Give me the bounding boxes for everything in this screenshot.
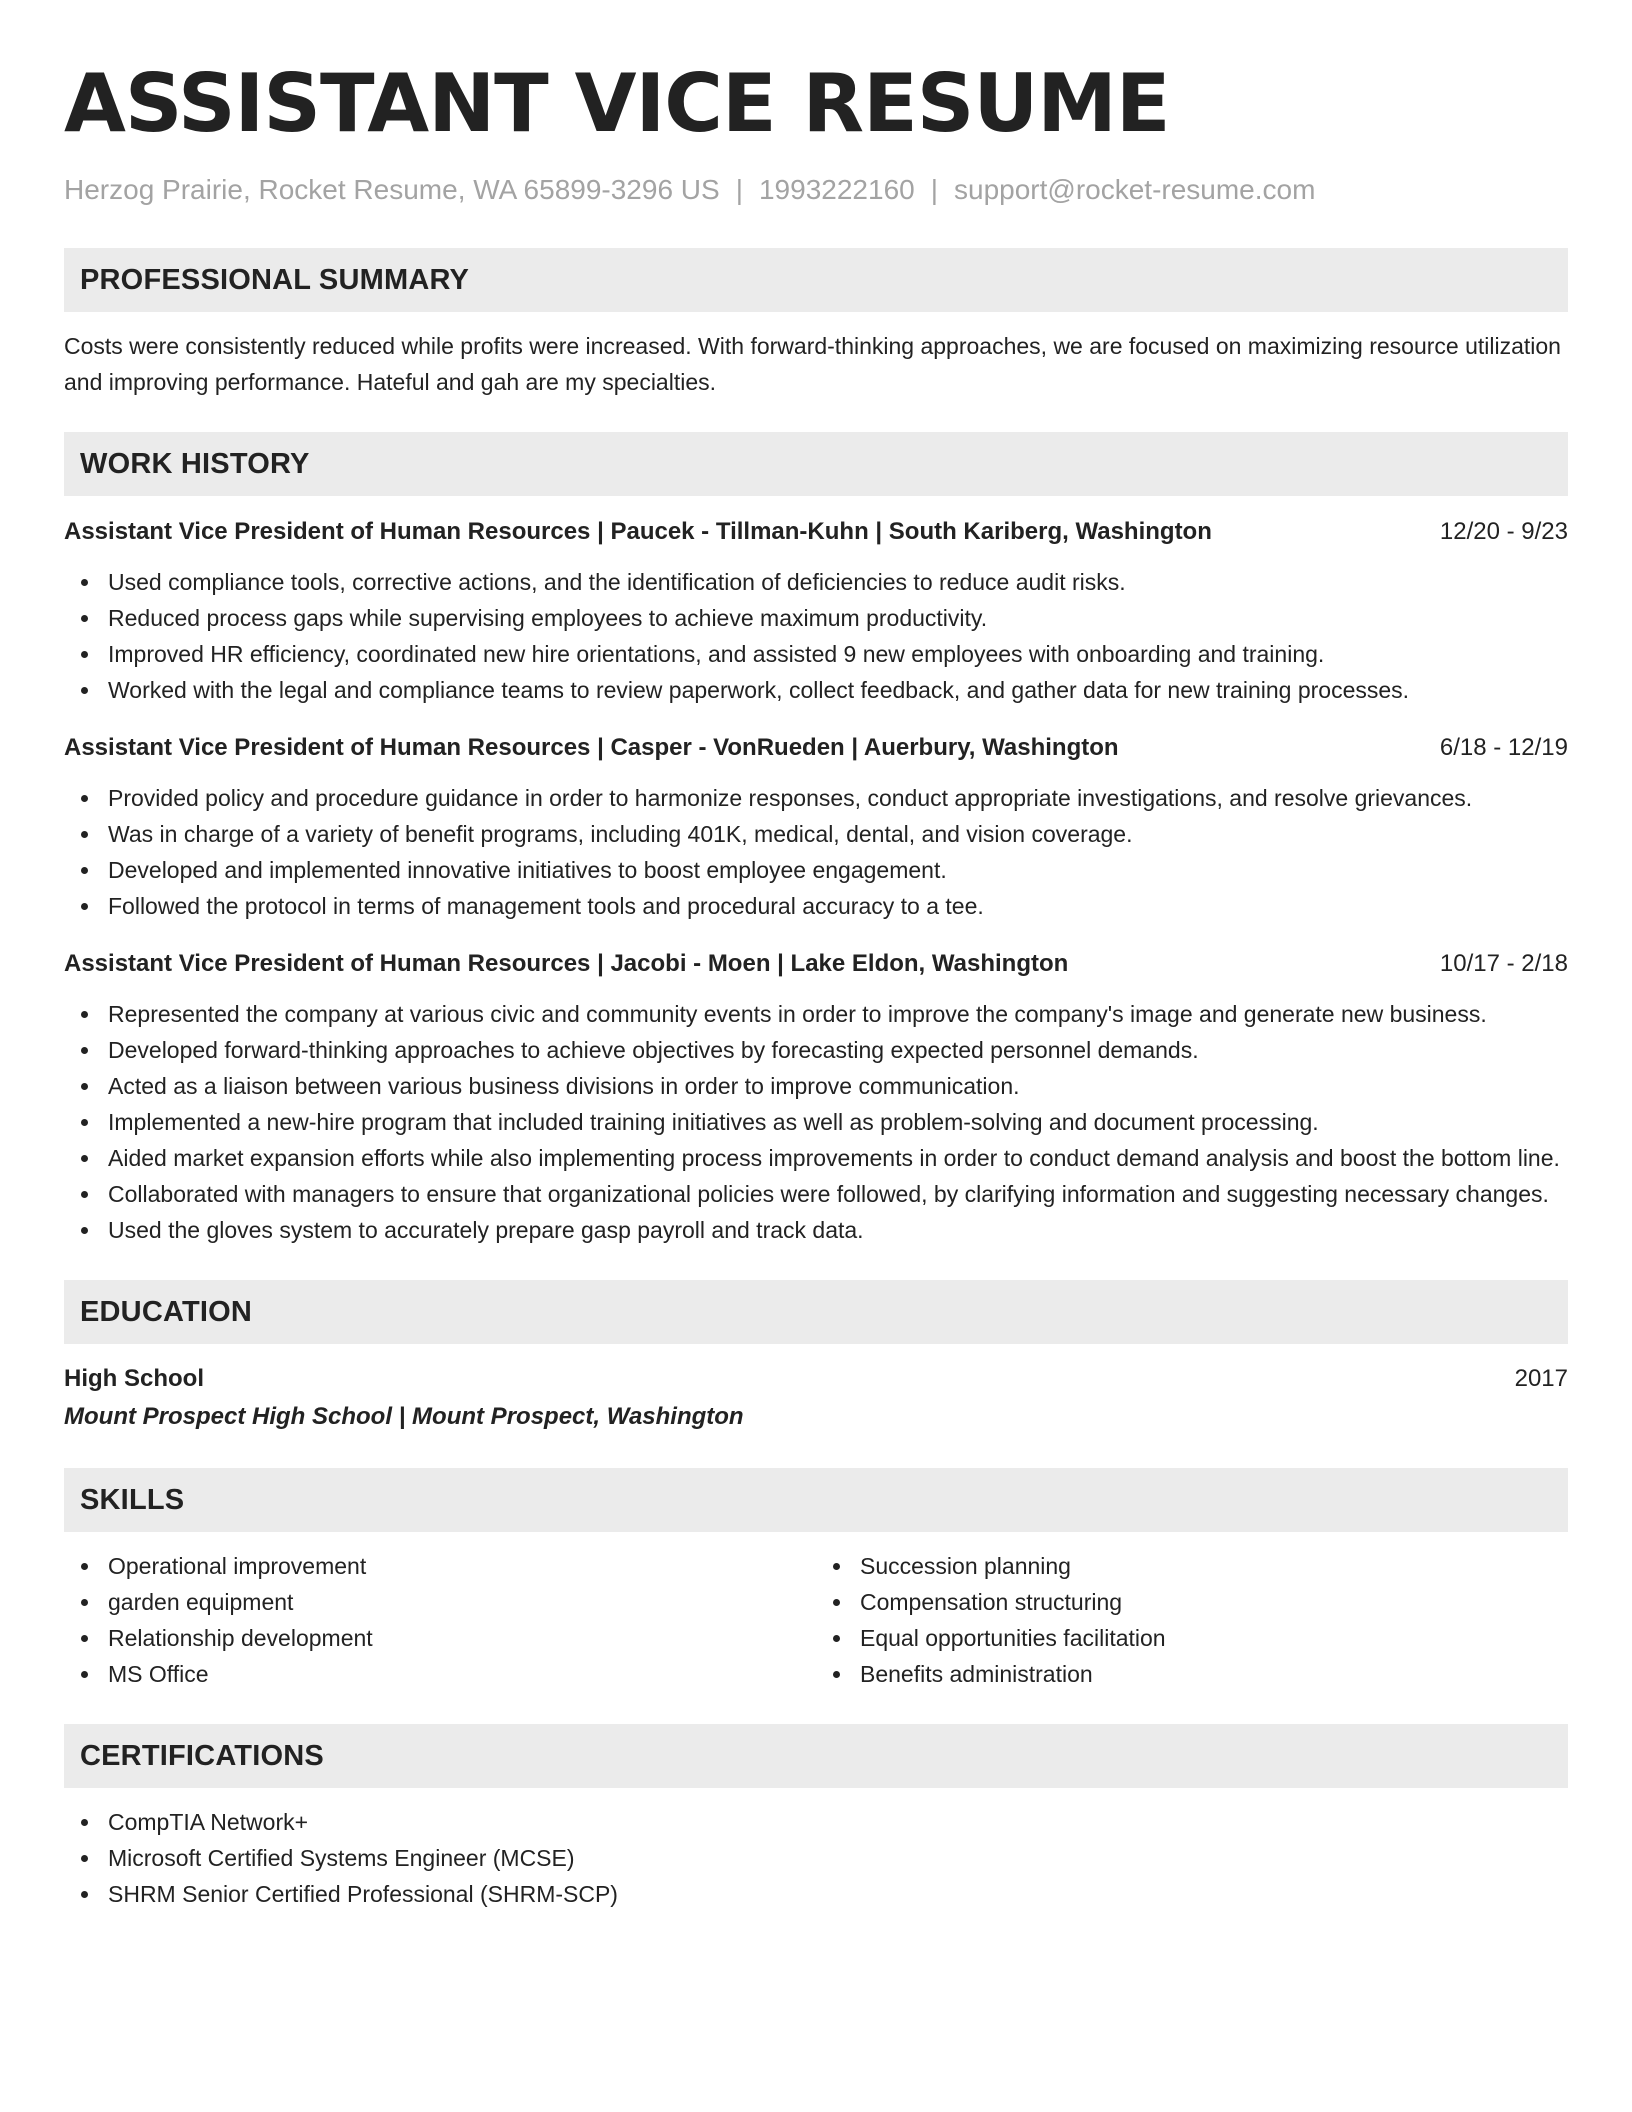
list-item: Succession planning (816, 1548, 1568, 1584)
list-item: Was in charge of a variety of benefit programs, including 401K, medical, dental, and vision coverage. (64, 816, 1568, 852)
address: Herzog Prairie, Rocket Resume, WA 65899-3296 US (64, 174, 720, 205)
job-entry (64, 946, 1568, 1248)
list-item: CompTIA Network+ (64, 1804, 1568, 1840)
list-item: Provided policy and procedure guidance in order to harmonize responses, conduct appropriate investigations, and resolve grievances. (64, 780, 1568, 816)
list-item: Used the gloves system to accurately prepare gasp payroll and track data. (64, 1212, 1568, 1248)
certifications-list (64, 1804, 1568, 1912)
section-title: EDUCATION (80, 1295, 253, 1328)
list-item: Relationship development (64, 1620, 816, 1656)
job-entry (64, 730, 1568, 924)
degree: High School (64, 1365, 204, 1392)
job-title: Assistant Vice President of Human Resources | Casper - VonRueden | Auerbury, Washington (64, 734, 1119, 761)
job-dates: 10/17 - 2/18 (1439, 950, 1568, 977)
job-bullets (64, 780, 1568, 924)
list-item: Reduced process gaps while supervising employees to achieve maximum productivity. (64, 600, 1568, 636)
list-item: Equal opportunities facilitation (816, 1620, 1568, 1656)
job-header (64, 514, 1568, 550)
section-header-work-history (64, 432, 1568, 496)
skills-grid (64, 1548, 1568, 1692)
job-dates: 6/18 - 12/19 (1439, 734, 1568, 761)
skills-column-right (816, 1548, 1568, 1692)
list-item: Developed forward-thinking approaches to achieve objectives by forecasting expected personnel demands. (64, 1032, 1568, 1068)
list-item: Represented the company at various civic and community events in order to improve the company's image and generate new business. (64, 996, 1568, 1032)
resume-title: ASSISTANT VICE RESUME (64, 57, 1170, 150)
job-dates: 12/20 - 9/23 (1439, 518, 1568, 545)
list-item: garden equipment (64, 1584, 816, 1620)
section-header-summary (64, 248, 1568, 312)
list-item: Used compliance tools, corrective actions, and the identification of deficiencies to reduce audit risks. (64, 564, 1568, 600)
list-item: Worked with the legal and compliance teams to review paperwork, collect feedback, and gather data for new training processes. (64, 672, 1568, 708)
education-header (64, 1360, 1568, 1398)
graduation-year: 2017 (1514, 1365, 1568, 1392)
job-title: Assistant Vice President of Human Resources | Paucek - Tillman-Kuhn | South Kariberg, Washington (64, 518, 1212, 545)
job-header (64, 946, 1568, 982)
list-item: Collaborated with managers to ensure that organizational policies were followed, by clarifying information and suggesting necessary changes. (64, 1176, 1568, 1212)
list-item: MS Office (64, 1656, 816, 1692)
job-header (64, 730, 1568, 766)
contact-line (64, 172, 1568, 208)
section-title: WORK HISTORY (80, 447, 310, 480)
list-item: Operational improvement (64, 1548, 816, 1584)
section-title: SKILLS (80, 1483, 185, 1516)
email: support@rocket-resume.com (954, 174, 1316, 205)
section-header-education (64, 1280, 1568, 1344)
section-title: CERTIFICATIONS (80, 1739, 324, 1772)
job-title: Assistant Vice President of Human Resources | Jacobi - Moen | Lake Eldon, Washington (64, 950, 1069, 977)
list-item: Compensation structuring (816, 1584, 1568, 1620)
separator: | (930, 174, 938, 205)
list-item: Acted as a liaison between various business divisions in order to improve communication. (64, 1068, 1568, 1104)
summary-text: Costs were consistently reduced while profits were increased. With forward-thinking approaches, we are focused on maximizing resource utilization and improving performance. Hateful and gah are my specialties. (64, 333, 1561, 395)
list-item: Benefits administration (816, 1656, 1568, 1692)
job-bullets (64, 996, 1568, 1248)
job-bullets (64, 564, 1568, 708)
list-item: Implemented a new-hire program that included training initiatives as well as problem-solving and document processing. (64, 1104, 1568, 1140)
list-item: Developed and implemented innovative initiatives to boost employee engagement. (64, 852, 1568, 888)
list-item: SHRM Senior Certified Professional (SHRM-SCP) (64, 1876, 1568, 1912)
list-item: Microsoft Certified Systems Engineer (MCSE) (64, 1840, 1568, 1876)
separator: | (735, 174, 743, 205)
section-header-certifications (64, 1724, 1568, 1788)
job-entry (64, 514, 1568, 708)
skills-column-left (64, 1548, 816, 1692)
education-entry (64, 1360, 1568, 1436)
phone: 1993222160 (758, 174, 915, 205)
list-item: Followed the protocol in terms of management tools and procedural accuracy to a tee. (64, 888, 1568, 924)
list-item: Aided market expansion efforts while also implementing process improvements in order to conduct demand analysis and boost the bottom line. (64, 1140, 1568, 1176)
section-title: PROFESSIONAL SUMMARY (80, 263, 470, 296)
list-item: Improved HR efficiency, coordinated new hire orientations, and assisted 9 new employees with onboarding and training. (64, 636, 1568, 672)
school: Mount Prospect High School | Mount Prospect, Washington (64, 1403, 744, 1430)
section-header-skills (64, 1468, 1568, 1532)
